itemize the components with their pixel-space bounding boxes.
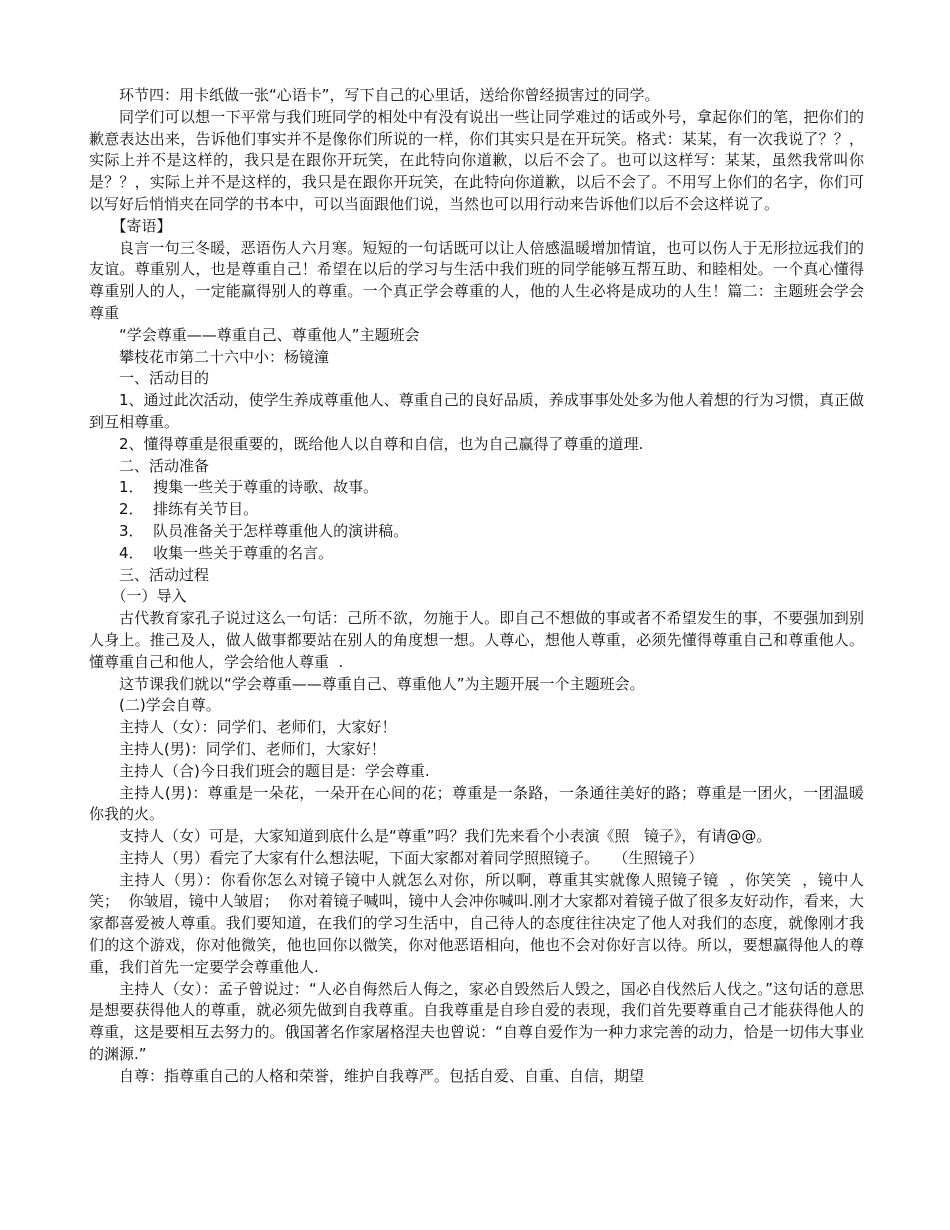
paragraph: 这节课我们就以“学会尊重——尊重自己、尊重他人”为主题开展一个主题班会。 bbox=[119, 674, 645, 693]
paragraph: 主持人（男）：你看你怎么对镜子镜中人就怎么对你，所以啊，尊重其实就像人照镜子镜 ，你笑笑 ，镜中人笑； 你皱眉，镜中人皱眉； 你对着镜子喊叫，镜中人会冲你喊叫.刚才大家都对着镜子做了很多友好动作，看来，大家都喜爱被人尊重。我们要知道，在我们的学习生活中，自己待人的态度往往决定了他人对我们的态度，就像刚才我们的这个游戏，你对他微笑，他也回你以微笑，你对他恶语相向，他也不会对你好言以待。所以，要想赢得他人的尊重，我们首先一定要学会尊重他人. bbox=[89, 870, 864, 976]
paragraph: 同学们可以想一下平常与我们班同学的相处中有没有说出一些让同学难过的话或外号，拿起你们的笔，把你们的歉意表达出来，告诉他们事实并不是像你们所说的一样，你们其实只是在开玩笑。格式：某某，有一次我说了？？，实际上并不是这样的，我只是在跟你开玩笑，在此特向你道歉，以后不会了。也可以这样写：某某，虽然我常叫你是？？，实际上并不是这样的，我只是在跟你开玩笑，在此特向你道歉，以后不会了。不用写上你们的名字，你们可以写好后悄悄夹在同学的书本中，可以当面跟他们说，当然也可以用行动来告诉他们以后不会这样说了。 bbox=[89, 107, 864, 213]
paragraph: 3． 队员准备关于怎样尊重他人的演讲稿。 bbox=[119, 521, 409, 540]
paragraph: “学会尊重——尊重自己、尊重他人”主题班会 bbox=[119, 325, 420, 344]
document-page bbox=[89, 85, 874, 1088]
paragraph: 4． 收集一些关于尊重的名言。 bbox=[119, 543, 334, 562]
paragraph: 主持人（男）看完了大家有什么想法呢，下面大家都对着同学照照镜子。 （生照镜子） bbox=[119, 848, 704, 867]
paragraph: 主持人（合)今日我们班会的题目是：学会尊重. bbox=[119, 761, 430, 780]
paragraph: 环节四：用卡纸做一张“心语卡”，写下自己的心里话，送给你曾经损害过的同学。 bbox=[119, 86, 660, 104]
paragraph: 古代教育家孔子说过这么一句话：己所不欲，勿施于人。即自己不想做的事或者不希望发生的事，不要强加到别人身上。推己及人，做人做事都要站在别人的角度想一想。人尊心，想他人尊重，必须先懂得尊重自己和尊重他人。 懂尊重自己和他人，学会给他人尊重 . bbox=[89, 609, 874, 671]
paragraph: (二)学会自尊。 bbox=[119, 696, 221, 715]
paragraph: 1． 搜集一些关于尊重的诗歌、故事。 bbox=[119, 478, 379, 497]
paragraph: 自尊：指尊重自己的人格和荣誉，维护自我尊严。包括自爱、自重、自信，期望 bbox=[119, 1066, 645, 1085]
paragraph: 主持人（女）：同学们、老师们，大家好！ bbox=[119, 718, 397, 737]
paragraph: （一）导入 bbox=[111, 587, 187, 606]
paragraph: 1、通过此次活动，使学生养成尊重他人、尊重自己的良好品质，养成事事处处多为他人着想的行为习惯，真正做到互相尊重。 bbox=[89, 391, 864, 431]
paragraph: 【寄语】 bbox=[111, 216, 172, 235]
paragraph: 一、活动目的 bbox=[119, 369, 210, 388]
paragraph: 支持人（女）可是，大家知道到底什么是“尊重”吗？我们先来看个小表演《照 镜子》，有请@@。 bbox=[119, 827, 772, 846]
paragraph: 攀枝花市第二十六中小：杨镜潼 bbox=[119, 347, 330, 366]
paragraph: 2、懂得尊重是很重要的，既给他人以自尊和自信，也为自己赢得了尊重的道理. bbox=[119, 434, 644, 453]
paragraph: 主持人(男)：尊重是一朵花，一朵开在心间的花；尊重是一条路，一条通往美好的路；尊重是一团火，一团温暖你我的火。 bbox=[89, 783, 864, 824]
paragraph: 主持人(男)：同学们、老师们，大家好！ bbox=[119, 739, 386, 758]
paragraph: 良言一句三冬暖，恶语伤人六月寒。短短的一句话既可以让人倍感温暖增加情谊，也可以伤人于无形拉远我们的友谊。尊重别人，也是尊重自己！希望在以后的学习与生活中我们班的同学能够互帮互助、和睦相处。一个真心懂得尊重别人的人，一定能赢得别人的尊重。一个真正学会尊重的人，他的人生必将是成功的人生！篇二：主题班会学会尊重 bbox=[89, 238, 864, 322]
paragraph: 二、活动准备 bbox=[119, 456, 210, 475]
paragraph: 主持人（女）：孟子曾说过：“人必自侮然后人侮之，家必自毁然后人毁之，国必自伐然后人伐之。”这句话的意思是想要获得他人的尊重，就必须先做到自我尊重。自我尊重是自珍自爱的表现，我们首先要尊重自己才能获得他人的尊重，这是要相互去努力的。俄国著名作家屠格涅夫也曾说：“自尊自爱作为一种力求完善的动力，恰是一切伟大事业的渊源.” bbox=[89, 979, 864, 1064]
paragraph: 2． 排练有关节目。 bbox=[119, 500, 259, 519]
paragraph: 三、活动过程 bbox=[119, 565, 210, 584]
